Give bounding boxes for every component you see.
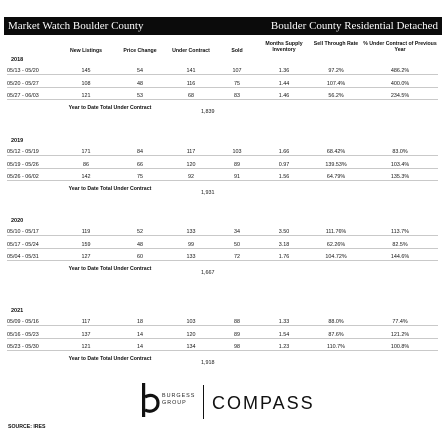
value-cell: 120 <box>186 161 196 168</box>
date-range-cell: 05/20 - 05/27 <box>7 80 39 87</box>
source-note: SOURCE: IRES <box>8 424 46 430</box>
date-range-cell: 05/23 - 05/30 <box>7 344 39 350</box>
value-cell: 66 <box>137 161 143 168</box>
date-range-cell: 05/13 - 05/20 <box>7 68 39 74</box>
value-cell: 137 <box>81 331 91 338</box>
value-cell: 119 <box>81 229 91 235</box>
year-heading: 2021 <box>11 308 24 314</box>
value-cell: 97.2% <box>328 68 344 74</box>
value-cell: 107.4% <box>326 80 346 87</box>
value-cell: 117 <box>186 149 196 155</box>
value-cell: 88.0% <box>328 319 344 325</box>
value-cell: 84 <box>137 149 143 155</box>
ytd-total-label: Year to Date Total Under Contract <box>68 355 152 362</box>
b-letter-logo-icon <box>140 383 160 419</box>
value-cell: 83.0% <box>392 149 408 155</box>
value-cell: 53 <box>137 93 143 99</box>
value-cell: 3.18 <box>278 241 290 248</box>
value-cell: 486.2% <box>390 68 410 74</box>
table-row <box>7 160 438 169</box>
value-cell: 1.23 <box>278 344 290 350</box>
value-cell: 82.5% <box>392 241 408 248</box>
value-cell: 400.0% <box>390 80 410 87</box>
value-cell: 62.26% <box>326 241 346 248</box>
year-heading: 2020 <box>11 218 24 224</box>
value-cell: 110.7% <box>327 344 345 350</box>
table-row <box>7 147 438 156</box>
column-header: Months Supply Inventory <box>265 41 303 53</box>
value-cell: 133 <box>186 254 196 260</box>
value-cell: 141 <box>186 68 196 74</box>
ytd-total-value: 1,931 <box>201 189 215 196</box>
value-cell: 1.36 <box>278 68 290 74</box>
value-cell: 113.7% <box>391 229 409 235</box>
value-cell: 87.6% <box>328 331 344 338</box>
table-row <box>7 172 438 181</box>
value-cell: 54 <box>137 68 143 74</box>
value-cell: 89 <box>234 161 240 168</box>
value-cell: 127 <box>81 254 91 260</box>
value-cell: 1.46 <box>278 93 290 99</box>
ytd-total-value: 1,667 <box>201 269 215 276</box>
value-cell: 135.3% <box>390 174 410 180</box>
value-cell: 50 <box>234 241 240 248</box>
value-cell: 234.5% <box>390 93 410 99</box>
value-cell: 1.66 <box>278 149 290 155</box>
date-range-cell: 05/12 - 05/19 <box>7 149 39 155</box>
group-text: GROUP <box>162 400 187 406</box>
date-range-cell: 05/10 - 05/17 <box>7 229 39 235</box>
table-row <box>7 240 438 249</box>
value-cell: 142 <box>81 174 91 180</box>
value-cell: 34 <box>234 229 240 235</box>
value-cell: 171 <box>81 149 91 155</box>
value-cell: 1.56 <box>278 174 290 180</box>
column-header: Sold <box>231 48 243 54</box>
value-cell: 60 <box>137 254 143 260</box>
banner-left-title: Market Watch Boulder County <box>8 20 144 32</box>
value-cell: 83 <box>234 93 240 99</box>
column-header: Price Change <box>123 48 157 54</box>
year-heading: 2018 <box>11 57 24 63</box>
compass-wordmark: COMPASS <box>212 393 315 413</box>
value-cell: 3.50 <box>278 229 290 235</box>
value-cell: 48 <box>137 80 143 87</box>
date-range-cell: 05/26 - 06/02 <box>7 174 39 180</box>
value-cell: 18 <box>137 319 143 325</box>
value-cell: 91 <box>234 174 240 180</box>
table-row <box>7 252 438 261</box>
date-range-cell: 05/17 - 05/24 <box>7 241 39 248</box>
value-cell: 107 <box>232 68 242 74</box>
ytd-total-label: Year to Date Total Under Contract <box>68 185 152 192</box>
logo-divider <box>203 385 204 419</box>
value-cell: 139.53% <box>325 161 347 168</box>
date-range-cell: 05/27 - 06/03 <box>7 93 39 99</box>
value-cell: 108 <box>81 80 91 87</box>
ytd-total-value: 1,918 <box>201 359 215 366</box>
value-cell: 103 <box>232 149 242 155</box>
value-cell: 144.6% <box>390 254 410 260</box>
table-row <box>7 79 438 88</box>
value-cell: 99 <box>188 241 194 248</box>
date-range-cell: 05/04 - 05/31 <box>7 254 39 260</box>
value-cell: 68.42% <box>326 149 346 155</box>
date-range-cell: 05/09 - 05/16 <box>7 319 39 325</box>
value-cell: 145 <box>81 68 91 74</box>
column-header: Sell Through Rate <box>313 41 359 47</box>
table-row <box>7 227 438 236</box>
value-cell: 116 <box>186 80 196 87</box>
value-cell: 1.54 <box>278 331 290 338</box>
value-cell: 1.76 <box>278 254 290 260</box>
value-cell: 117 <box>81 319 91 325</box>
value-cell: 134 <box>186 344 196 350</box>
value-cell: 89 <box>234 331 240 338</box>
column-header: % Under Contract of Previous Year <box>363 41 437 53</box>
value-cell: 68 <box>188 93 194 99</box>
value-cell: 111.76% <box>325 229 347 235</box>
value-cell: 48 <box>137 241 143 248</box>
value-cell: 92 <box>188 174 194 180</box>
table-row <box>7 91 438 100</box>
ytd-total-value: 1,839 <box>201 108 215 115</box>
ytd-total-label: Year to Date Total Under Contract <box>68 265 152 272</box>
value-cell: 64.79% <box>326 174 346 180</box>
title-banner <box>4 17 442 35</box>
value-cell: 56.2% <box>328 93 344 99</box>
table-row <box>7 330 438 339</box>
value-cell: 103.4% <box>390 161 410 168</box>
value-cell: 1.33 <box>278 319 290 325</box>
column-header: Under Contract <box>172 48 210 54</box>
date-range-cell: 05/16 - 05/23 <box>7 331 39 338</box>
date-range-cell: 05/19 - 05/26 <box>7 161 39 168</box>
value-cell: 75 <box>234 80 240 87</box>
value-cell: 0.97 <box>278 161 290 168</box>
banner-right-title: Boulder County Residential Detached <box>270 20 438 32</box>
table-row <box>7 317 438 326</box>
burgess-text: BURGESS <box>162 393 196 399</box>
company-logos <box>140 383 340 423</box>
table-row <box>7 66 438 75</box>
table-row <box>7 342 438 351</box>
value-cell: 121 <box>81 93 91 99</box>
value-cell: 14 <box>137 344 143 350</box>
value-cell: 1.44 <box>278 80 290 87</box>
burgess-group-wordmark <box>162 393 195 407</box>
value-cell: 86 <box>83 161 89 168</box>
value-cell: 121 <box>81 344 91 350</box>
value-cell: 120 <box>186 331 196 338</box>
value-cell: 14 <box>137 331 143 338</box>
value-cell: 104.72% <box>325 254 347 260</box>
value-cell: 52 <box>137 229 143 235</box>
value-cell: 72 <box>234 254 240 260</box>
value-cell: 159 <box>81 241 91 248</box>
value-cell: 100.8% <box>390 344 410 350</box>
column-header: New Listings <box>70 48 102 54</box>
value-cell: 98 <box>234 344 240 350</box>
year-heading: 2019 <box>11 138 24 144</box>
value-cell: 133 <box>186 229 196 235</box>
value-cell: 88 <box>234 319 240 325</box>
value-cell: 77.4% <box>392 319 408 325</box>
ytd-total-label: Year to Date Total Under Contract <box>68 104 152 111</box>
value-cell: 121.2% <box>390 331 410 338</box>
value-cell: 75 <box>137 174 143 180</box>
value-cell: 103 <box>186 319 196 325</box>
